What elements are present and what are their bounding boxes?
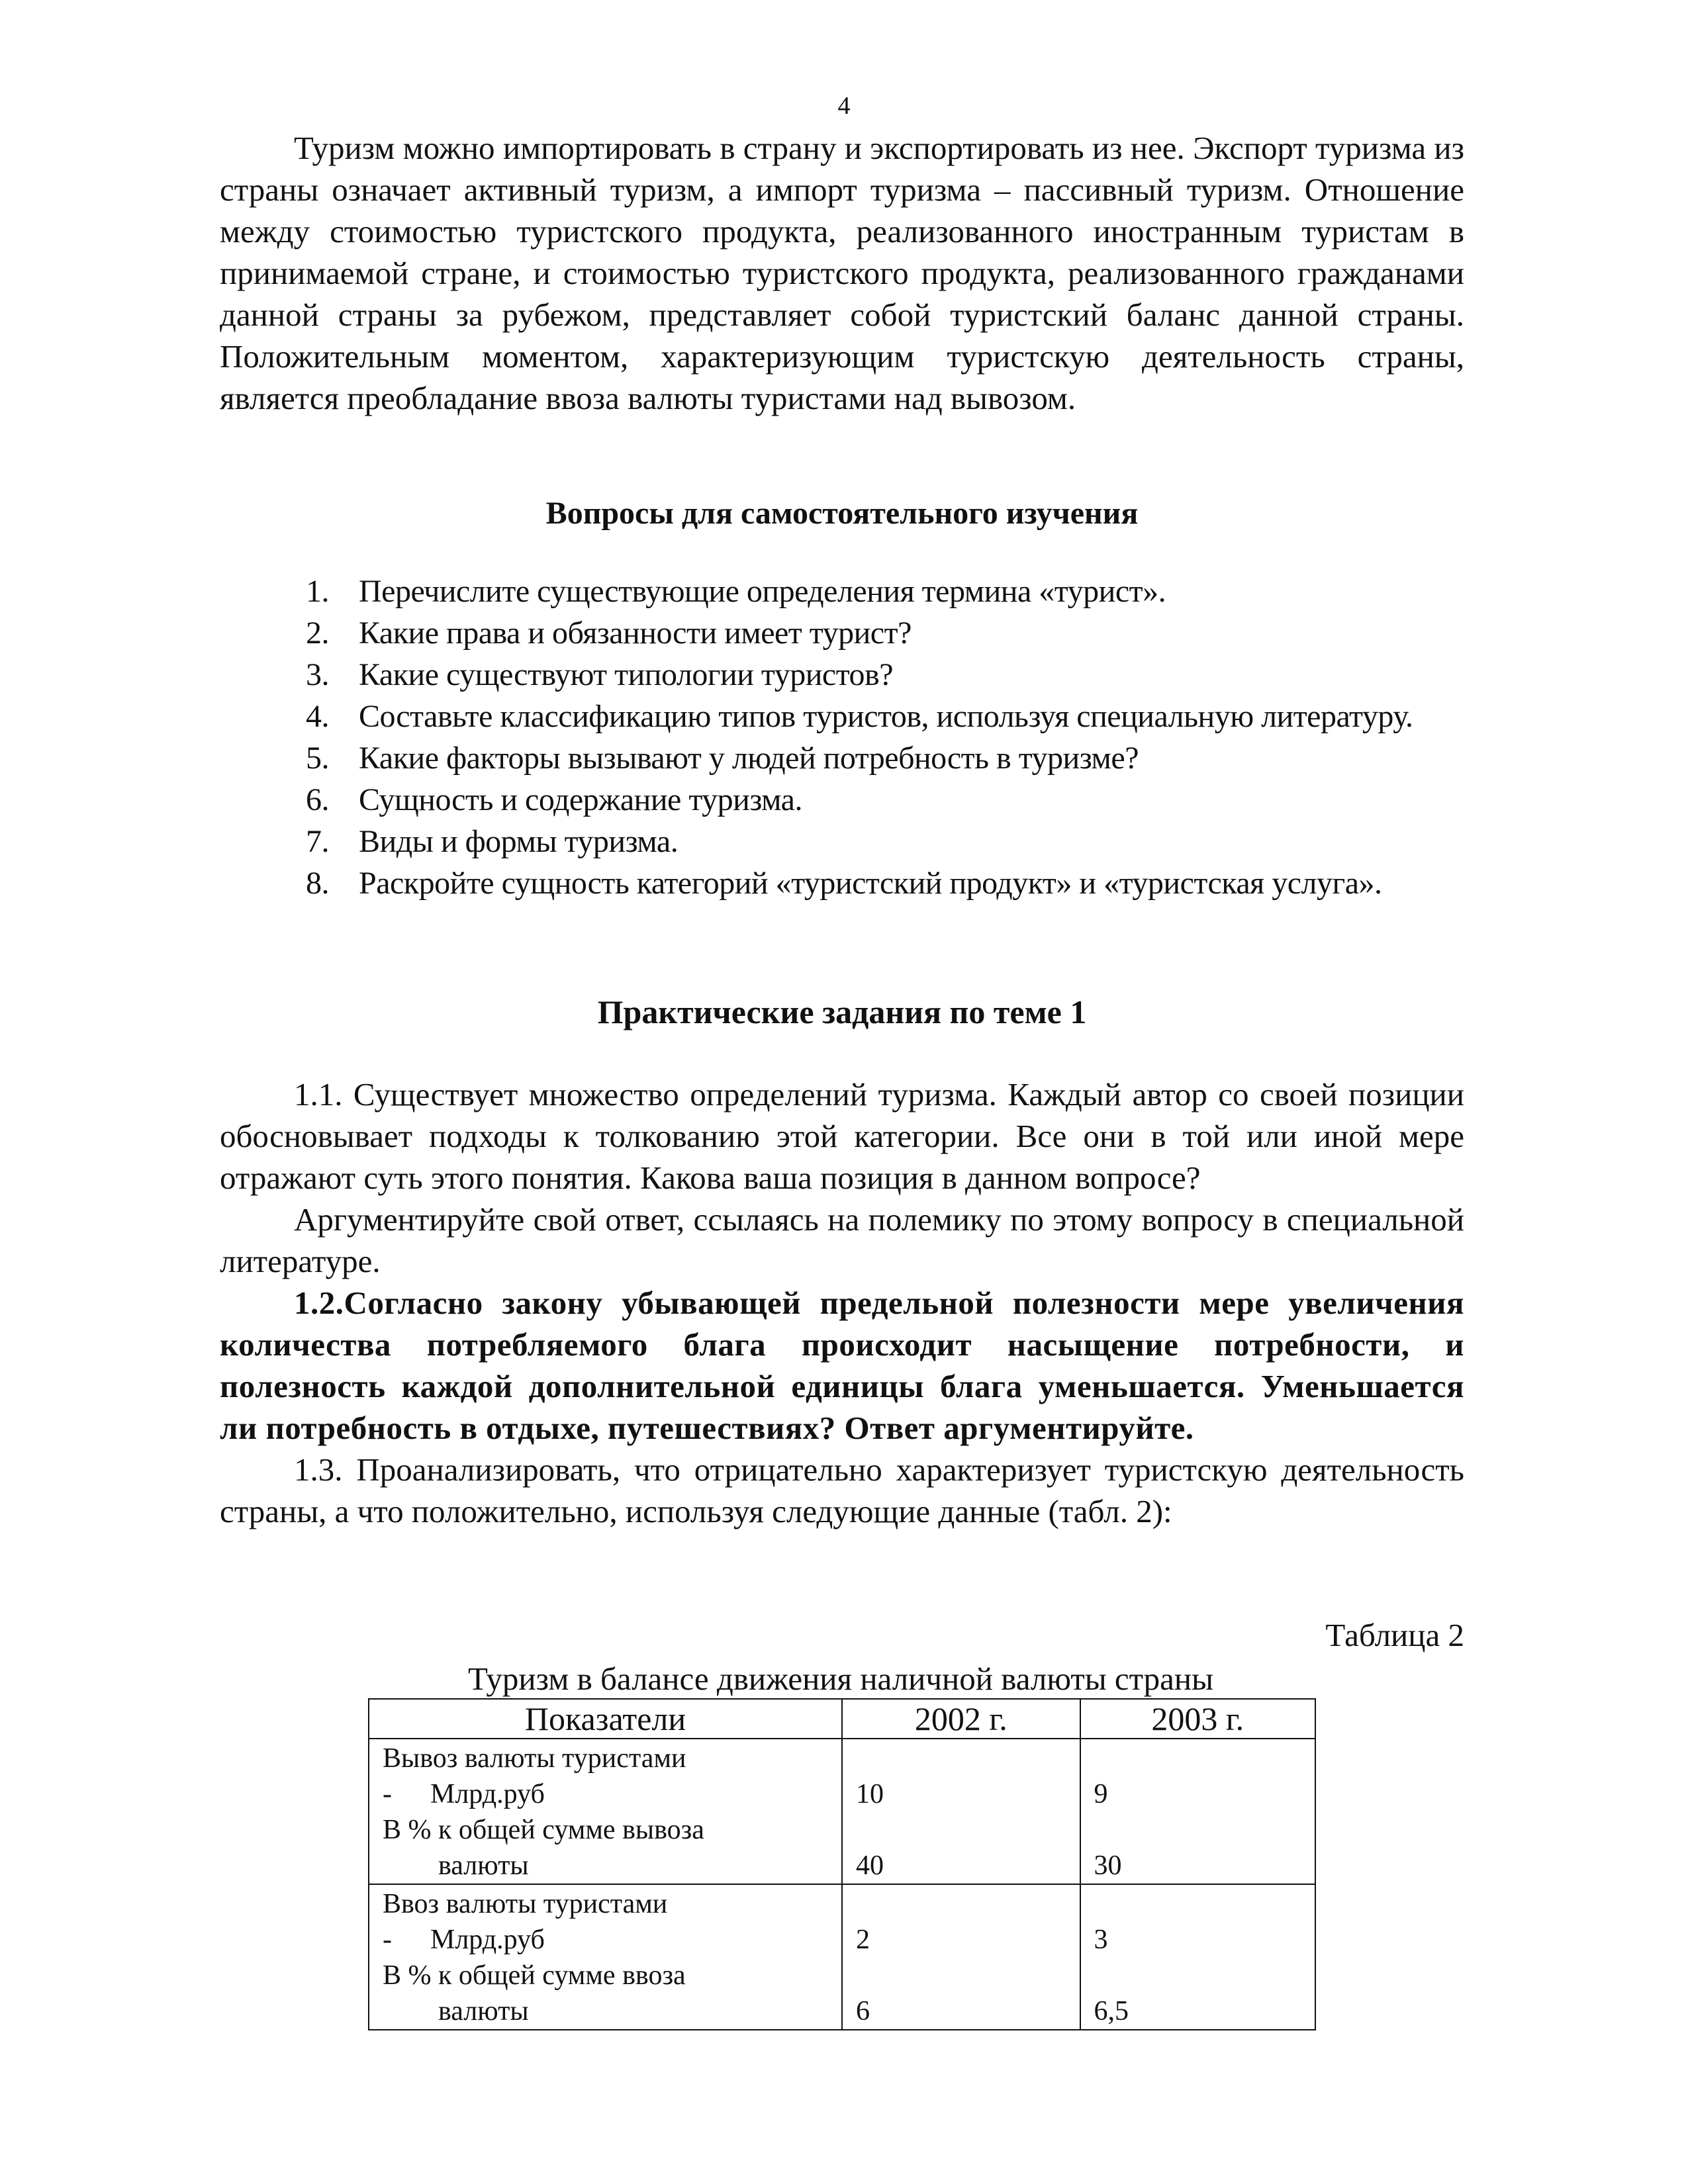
value-abs: 10 [856, 1779, 884, 1809]
header-year-2002: 2002 г. [842, 1699, 1080, 1739]
percent-label-cont: валюты [438, 1850, 529, 1881]
value-abs: 2 [856, 1925, 870, 1955]
item-text: Какие факторы вызывают у людей потребность в туризме? [359, 741, 1139, 776]
task-1-1-paragraph: 1.1. Существует множество определений туризма. Каждый автор со своей позиции обосновывает подходы к толкованию этой категории. Все они в той или иной мере отражают суть этого понятия. Какова ваша позиция в данном вопросе? [220, 1076, 1464, 1196]
unit-line [383, 1922, 841, 1958]
unit-label: Млрд.руб [430, 1925, 545, 1955]
list-item [306, 862, 1484, 904]
list-item [306, 570, 1484, 612]
questions-list [306, 570, 1484, 904]
table-row [369, 1884, 1315, 2030]
item-text: Сущность и содержание туризма. [359, 782, 802, 817]
practice-heading: Практические задания по теме 1 [597, 993, 1087, 1030]
page-number: 4 [837, 92, 851, 120]
percent-label: В % к общей сумме ввоза [383, 1960, 686, 1991]
practice-section [220, 1073, 1464, 1532]
value-cell-2003 [1080, 1739, 1316, 1884]
list-item [306, 654, 1484, 696]
task-1-2-paragraph: 1.2.Согласно закону убывающей предельной полезности мере увеличения количества потребляемого блага происходит насыщение потребности, и полезность каждой дополнительной единицы блага уменьшается. Уменьшается ли потребность в отдыхе, путешествиях? Ответ аргументируйте. [220, 1285, 1464, 1446]
item-text: Перечислите существующие определения термина «турист». [359, 574, 1166, 609]
indicator-cell [369, 1739, 842, 1884]
value-pct: 30 [1094, 1850, 1122, 1881]
table-row [369, 1739, 1315, 1884]
list-item [306, 696, 1484, 737]
dash-mark: - [383, 1779, 392, 1809]
questions-heading: Вопросы для самостоятельного изучения [545, 496, 1139, 531]
intro-paragraph: Туризм можно импортировать в страну и экспортировать из нее. Экспорт туризма из страны означает активный туризм, а импорт туризма – пассивный туризм. Отношение между стоимостью туристского продукта, реализованного иностранным туристам в принимаемой стране, и стоимостью туристского продукта, реализованного гражданами данной страны за рубежом, представляет собой туристский баланс данной страны. Положительным моментом, характеризующим туристскую деятельность страны, является преобладание ввоза валюты туристами над вывозом. [220, 130, 1464, 416]
indicator-cell [369, 1884, 842, 2030]
currency-table [368, 1698, 1316, 2030]
item-text: Виды и формы туризма. [359, 824, 679, 859]
table-header-row [369, 1699, 1315, 1739]
percent-label: В % к общей сумме вывоза [383, 1815, 704, 1845]
task-1-3-paragraph: 1.3. Проанализировать, что отрицательно характеризует туристскую деятельность страны, а что положительно, используя следующие данные (табл. 2): [220, 1451, 1464, 1529]
header-year-2003: 2003 г. [1080, 1699, 1316, 1739]
list-item [306, 779, 1484, 821]
value-pct: 6 [856, 1996, 870, 2026]
group-label: Вывоз валюты туристами [383, 1743, 686, 1774]
table-title: Туризм в балансе движения наличной валюты страны [467, 1661, 1214, 1697]
unit-line [383, 1776, 841, 1812]
dash-mark: - [383, 1925, 392, 1955]
item-text: Какие существуют типологии туристов? [359, 657, 894, 692]
item-text: Раскройте сущность категорий «туристский продукт» и «туристская услуга». [359, 866, 1382, 901]
list-item [306, 737, 1484, 779]
item-number: 5. [306, 741, 329, 776]
item-text: Какие права и обязанности имеет турист? [359, 615, 912, 651]
task-1-1-argument-paragraph: Аргументируйте свой ответ, ссылаясь на полемику по этому вопросу в специальной литературе. [220, 1201, 1464, 1279]
header-indicators: Показатели [369, 1699, 842, 1739]
item-number: 6. [306, 782, 329, 817]
value-abs: 3 [1094, 1925, 1108, 1955]
item-number: 1. [306, 574, 329, 609]
item-number: 2. [306, 615, 329, 651]
unit-label: Млрд.руб [430, 1779, 545, 1809]
intro-section [220, 127, 1464, 419]
value-pct: 6,5 [1094, 1996, 1129, 2026]
value-abs: 9 [1094, 1779, 1108, 1809]
item-number: 8. [306, 866, 329, 901]
list-item [306, 612, 1484, 654]
item-text: Составьте классификацию типов туристов, используя специальную литературу. [359, 699, 1413, 734]
value-cell-2002 [842, 1884, 1080, 2030]
list-item [306, 821, 1484, 862]
item-number: 3. [306, 657, 329, 692]
value-pct: 40 [856, 1850, 884, 1881]
value-cell-2003 [1080, 1884, 1316, 2030]
item-number: 7. [306, 824, 329, 859]
group-label: Ввоз валюты туристами [383, 1889, 668, 1919]
table-label: Таблица 2 [1325, 1617, 1464, 1653]
item-number: 4. [306, 699, 329, 734]
percent-label-cont: валюты [438, 1996, 529, 2026]
value-cell-2002 [842, 1739, 1080, 1884]
